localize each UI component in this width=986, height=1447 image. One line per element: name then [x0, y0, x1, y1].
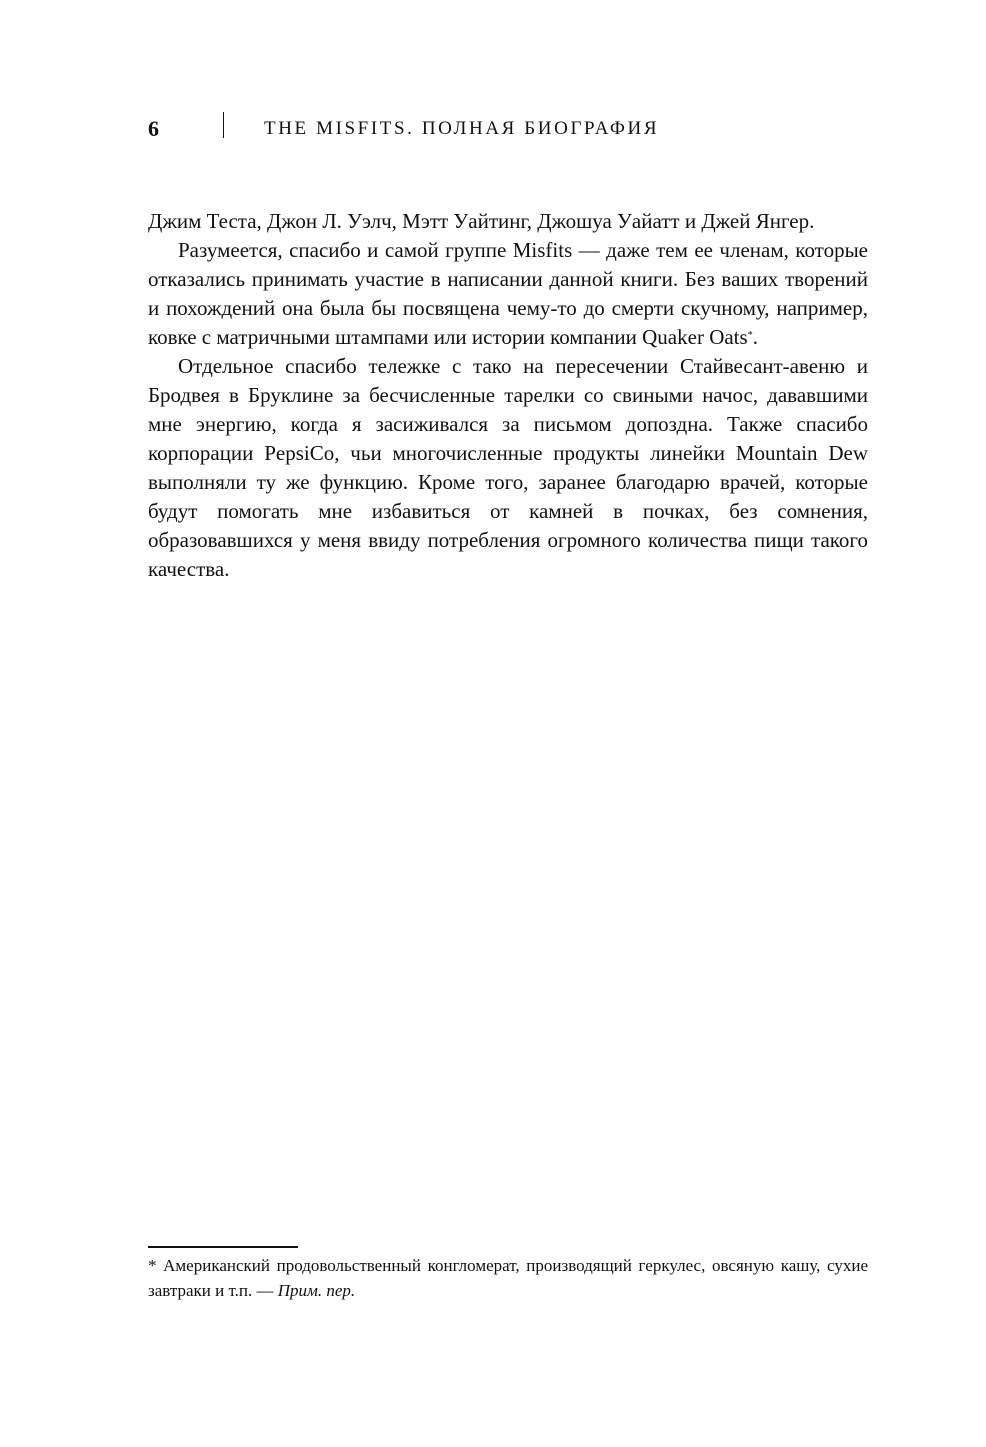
paragraph-2-text: Разумеется, спасибо и самой группе Misfits — даже тем ее членам, которые отказались принимать участие в написании данной книги. Без ваших творений и похождений она была бы посвящена чему-то до смерти скучному, например, ковке с матричными штампами или истории компании Quaker Oats	[148, 238, 868, 349]
footnote	[148, 1253, 868, 1303]
footnote-divider	[148, 1246, 298, 1248]
running-title: THE MISFITS. ПОЛНАЯ БИОГРАФИЯ	[264, 118, 660, 139]
footnote-attribution: Прим. пер.	[277, 1281, 356, 1300]
paragraph-2	[148, 236, 868, 352]
footnote-reference[interactable]: *	[747, 330, 753, 341]
header-divider	[223, 112, 224, 138]
paragraph-3: Отдельное спасибо тележке с тако на пересечении Стайвесант-авеню и Бродвея в Бруклине за бесчисленные тарелки со свиными начос, дававшими мне энергию, когда я засиживался за письмом допоздна. Также спасибо корпорации PepsiCo, чьи многочисленные продукты линейки Mountain Dew выполняли ту же функцию. Кроме того, заранее благодарю врачей, которые будут помогать мне избавиться от камней в почках, без сомнения, образовавшихся у меня ввиду потребления огромного количества пищи такого качества.	[148, 354, 868, 581]
page-number: 6	[148, 116, 159, 141]
body-text	[148, 207, 868, 584]
running-header	[148, 112, 868, 148]
paragraph-1: Джим Теста, Джон Л. Уэлч, Мэтт Уайтинг, Джошуа Уайатт и Джей Янгер.	[148, 209, 815, 233]
paragraph-2-end: .	[752, 325, 758, 349]
footnote-text: Американский продовольственный конгломерат, производящий геркулес, овсяную кашу, сухие завтраки и т.п. —	[148, 1256, 868, 1300]
footnote-mark: *	[148, 1256, 157, 1275]
